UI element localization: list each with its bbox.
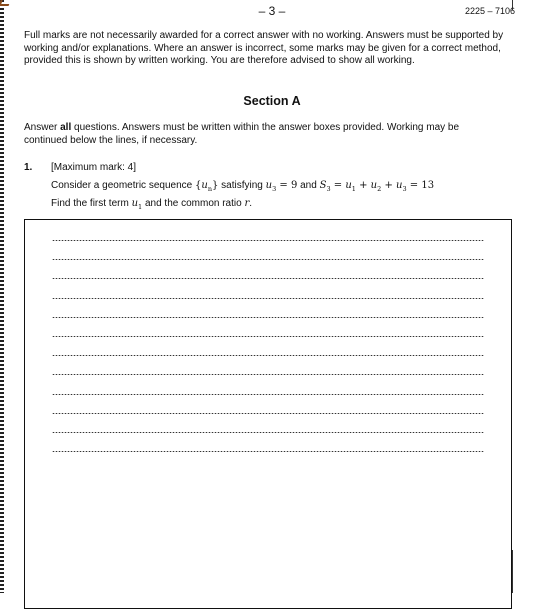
section-instructions: Answer all questions. Answers must be written within the answer boxes provided. Working may be continued below the lines, if necessary.: [24, 122, 460, 146]
answer-line[interactable]: [52, 451, 484, 452]
answer-line[interactable]: [52, 355, 484, 356]
s3-condition: $S_3 = u_1 + u_2 + u_3 = 13$: [319, 180, 435, 193]
answer-line[interactable]: [52, 278, 484, 279]
perforation-edge: [0, 0, 4, 593]
question-task: Find the first term $u_1$ and the common ratio r.: [51, 198, 253, 211]
emphasis-all: all: [60, 122, 72, 133]
answer-line[interactable]: [52, 240, 484, 241]
paper-code: 2225 – 7106: [465, 6, 516, 16]
general-instructions: Full marks are not necessarily awarded for a correct answer with no working. Answers must be supported by working and/or explanations. Where an answer is incorrect, some marks may be given for a correct method, provided this is shown by written working. You are therefore advised to show all working.: [24, 30, 504, 67]
sequence-notation: $\{u_n\}$: [194, 180, 219, 193]
first-term-symbol: $u_1$: [131, 198, 143, 211]
answer-line[interactable]: [52, 259, 484, 260]
answer-line[interactable]: [52, 413, 484, 414]
u3-condition: $u_3 = 9$: [265, 180, 298, 193]
question-marks: [Maximum mark: 4]: [51, 162, 137, 173]
margin-tick: [512, 550, 513, 593]
answer-line[interactable]: [52, 394, 484, 395]
answer-line[interactable]: [52, 336, 484, 337]
section-title: Section A: [243, 94, 301, 108]
question-statement: Consider a geometric sequence $\{u_n\}$ satisfying $u_3 = 9$ and $S_3 = u_1 + u_2 + u_3 = 13$: [51, 180, 435, 193]
answer-line[interactable]: [52, 298, 484, 299]
question-number: 1.: [24, 162, 33, 173]
ratio-symbol: r: [244, 198, 250, 209]
answer-line[interactable]: [52, 317, 484, 318]
page-number: – 3 –: [258, 4, 286, 18]
answer-line[interactable]: [52, 432, 484, 433]
answer-line[interactable]: [52, 374, 484, 375]
